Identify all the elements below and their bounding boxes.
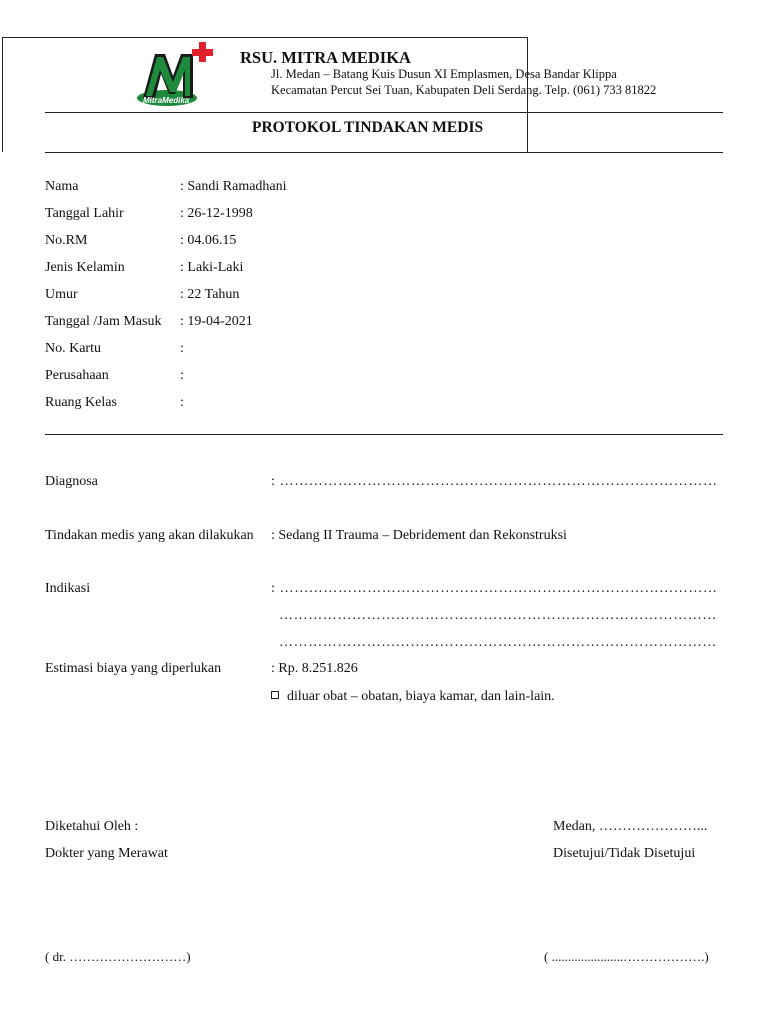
value-tanggal-lahir: : 26-12-1998 [180, 206, 253, 221]
document-title: PROTOKOL TINDAKAN MEDIS [252, 119, 484, 136]
header-divider [45, 112, 723, 113]
logo-text: MitraMedika [143, 96, 190, 105]
label-tanggal-jam-masuk: Tanggal /Jam Masuk [45, 314, 162, 329]
address-line-1: Jl. Medan – Batang Kuis Dusun XI Emplasmen, Desa Bandar Klippa [271, 67, 617, 81]
label-perusahaan: Perusahaan [45, 368, 109, 383]
header-bottom-border [45, 152, 723, 153]
indikasi-label: Indikasi [45, 581, 91, 596]
approval-status: Disetujui/Tidak Disetujui [553, 846, 696, 861]
label-umur: Umur [45, 287, 78, 302]
header-left-border [2, 37, 3, 152]
checkbox-icon [271, 691, 279, 699]
patient-signature-line: ( ......................……………….) [544, 949, 709, 964]
tindakan-label: Tindakan medis yang akan dilakukan [45, 528, 254, 543]
label-tanggal-lahir: Tanggal Lahir [45, 206, 124, 221]
hospital-logo [135, 40, 219, 110]
label-ruang-kelas: Ruang Kelas [45, 395, 117, 410]
value-umur: : 22 Tahun [180, 287, 240, 302]
section-divider [45, 434, 723, 435]
value-tanggal-jam-masuk: : 19-04-2021 [180, 314, 253, 329]
label-no-kartu: No. Kartu [45, 341, 101, 356]
biaya-value: : Rp. 8.251.826 [271, 661, 358, 676]
header-top-border [2, 37, 528, 38]
label-nama: Nama [45, 179, 79, 194]
biaya-note-row [271, 689, 555, 705]
value-perusahaan: : [180, 368, 184, 383]
address-line-2: Kecamatan Percut Sei Tuan, Kabupaten Deli Serdang. Telp. (061) 733 81822 [271, 83, 657, 97]
dokter-yang-merawat: Dokter yang Merawat [45, 846, 168, 861]
biaya-note: diluar obat – obatan, biaya kamar, dan lain-lain. [287, 689, 555, 704]
diketahui-oleh: Diketahui Oleh : [45, 819, 139, 834]
label-no-rm: No.RM [45, 233, 88, 248]
value-jenis-kelamin: : Laki-Laki [180, 260, 244, 275]
hospital-name: RSU. MITRA MEDIKA [240, 48, 411, 67]
tindakan-value: : Sedang II Trauma – Debridement dan Rekonstruksi [271, 528, 567, 543]
indikasi-line-2: ……………………………………………………………………………… [279, 608, 717, 623]
place-date: Medan, …………………... [553, 819, 708, 834]
value-no-rm: : 04.06.15 [180, 233, 237, 248]
indikasi-line-3: ……………………………………………………………………………… [279, 635, 717, 650]
indikasi-line-1: : ……………………………………………………………………………… [271, 581, 718, 596]
diagnosa-value: : ……………………………………………………………………………… [271, 474, 718, 489]
doctor-signature-line: ( dr. ………………………) [45, 949, 191, 964]
value-no-kartu: : [180, 341, 184, 356]
value-nama: : Sandi Ramadhani [180, 179, 287, 194]
value-ruang-kelas: : [180, 395, 184, 410]
biaya-label: Estimasi biaya yang diperlukan [45, 661, 222, 676]
label-jenis-kelamin: Jenis Kelamin [45, 260, 125, 275]
diagnosa-label: Diagnosa [45, 474, 98, 489]
